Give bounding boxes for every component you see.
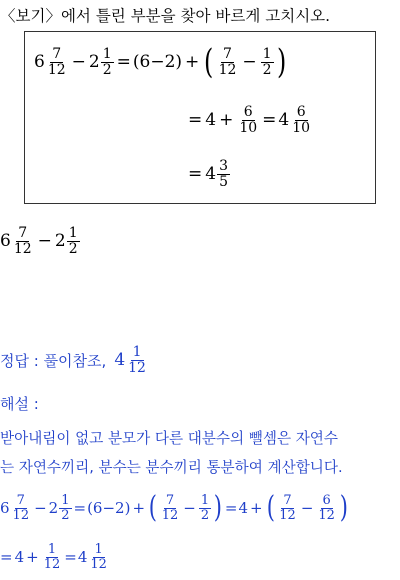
fraction [261, 47, 274, 77]
denominator: 2 [200, 507, 210, 523]
question-title: 〈보기〉에서 틀린 부분을 찾아 바르게 고치시오. [0, 7, 331, 25]
numerator: 7 [165, 492, 175, 508]
answer-label: 정답 : 풀이참조, [0, 351, 107, 370]
fraction [217, 47, 239, 77]
left-paren-icon: ( [266, 490, 275, 525]
box-line-1 [34, 34, 288, 90]
paren-expression: (6−2) [87, 499, 131, 517]
numerator: 6 [322, 492, 331, 508]
explanation-line-2: 는 자연수끼리, 분수는 분수끼리 통분하여 계산합니다. [0, 459, 343, 476]
whole-number: 2 [88, 52, 100, 72]
denominator: 12 [43, 556, 61, 572]
minus-sign: − [71, 52, 86, 72]
numerator: 1 [47, 541, 57, 557]
denominator: 2 [102, 61, 112, 78]
denominator: 10 [292, 119, 311, 136]
whole-number: 4 [205, 110, 217, 130]
fraction [217, 159, 230, 189]
work-expression [0, 215, 81, 267]
fraction [290, 105, 312, 135]
whole-number: 6 [34, 52, 45, 72]
minus-sign: − [242, 52, 257, 72]
fraction [277, 494, 298, 522]
fraction [11, 494, 32, 522]
whole-number: 4 [278, 110, 290, 130]
denominator: 12 [161, 507, 179, 523]
explanation-equation-2 [0, 535, 110, 579]
fraction [316, 494, 337, 522]
explanation-equation-1 [0, 482, 350, 534]
equals-sign: = [188, 110, 203, 130]
numerator: 7 [18, 224, 28, 241]
box-line-2 [188, 92, 313, 148]
fraction [12, 226, 34, 256]
fraction [59, 494, 71, 522]
equals-sign: = [188, 164, 203, 184]
plus-sign: + [132, 499, 146, 517]
answer-line [0, 338, 149, 382]
paren-expression: (6−2) [132, 52, 183, 72]
whole-number: 2 [54, 231, 66, 251]
fraction [160, 494, 181, 522]
equals-sign: = [64, 548, 77, 566]
explanation-label: 해설 : [0, 395, 39, 413]
denominator: 12 [13, 240, 32, 257]
whole-number: 4 [14, 548, 25, 566]
numerator: 1 [102, 45, 112, 62]
whole-number: 4 [238, 499, 248, 517]
numerator: 1 [94, 541, 103, 557]
denominator: 2 [262, 61, 272, 78]
denominator: 12 [90, 556, 107, 572]
fraction [237, 105, 259, 135]
right-paren-icon: ) [276, 42, 286, 82]
denominator: 10 [239, 119, 258, 136]
denominator: 12 [218, 61, 237, 78]
numerator: 7 [52, 45, 62, 62]
equals-sign: = [262, 110, 277, 130]
whole-number: 2 [48, 499, 59, 517]
numerator: 1 [68, 224, 78, 241]
numerator: 1 [61, 492, 70, 508]
equals-sign: = [116, 52, 131, 72]
numerator: 3 [219, 157, 228, 174]
fraction [67, 226, 80, 256]
denominator: 12 [318, 507, 335, 523]
fraction [46, 47, 68, 77]
denominator: 12 [128, 359, 146, 376]
fraction [42, 543, 63, 571]
plus-sign: + [219, 110, 234, 130]
whole-number: 4 [77, 548, 88, 566]
plus-sign: + [249, 499, 263, 517]
whole-number: 6 [0, 499, 10, 517]
left-paren-icon: ( [148, 490, 157, 525]
numerator: 6 [296, 103, 306, 120]
box-line-3 [188, 148, 231, 200]
fraction [126, 345, 148, 375]
explanation-line-1: 받아내림이 없고 분모가 다른 대분수의 뺄셈은 자연수 [0, 430, 338, 447]
numerator: 7 [16, 492, 25, 508]
denominator: 2 [61, 507, 70, 523]
fraction [88, 543, 109, 571]
numerator: 1 [200, 492, 210, 508]
plus-sign: + [185, 52, 200, 72]
fraction [199, 494, 211, 522]
denominator: 5 [219, 173, 228, 190]
denominator: 12 [279, 507, 296, 523]
plus-sign: + [26, 548, 39, 566]
minus-sign: − [34, 499, 47, 517]
numerator: 7 [283, 492, 292, 508]
equals-sign: = [0, 548, 13, 566]
denominator: 12 [47, 61, 66, 78]
whole-number: 4 [114, 350, 126, 370]
numerator: 1 [262, 45, 272, 62]
numerator: 6 [243, 103, 253, 120]
denominator: 2 [68, 240, 78, 257]
equals-sign: = [73, 499, 87, 517]
minus-sign: − [183, 499, 196, 517]
whole-number: 4 [205, 164, 217, 184]
left-paren-icon: ( [204, 42, 214, 82]
numerator: 1 [132, 343, 142, 360]
minus-sign: − [300, 499, 314, 517]
numerator: 7 [223, 45, 232, 62]
minus-sign: − [37, 231, 52, 251]
right-paren-icon: ) [339, 490, 348, 525]
equals-sign: = [224, 499, 238, 517]
denominator: 12 [12, 507, 30, 523]
whole-number: 6 [0, 231, 11, 251]
right-paren-icon: ) [213, 490, 223, 525]
fraction [101, 47, 114, 77]
